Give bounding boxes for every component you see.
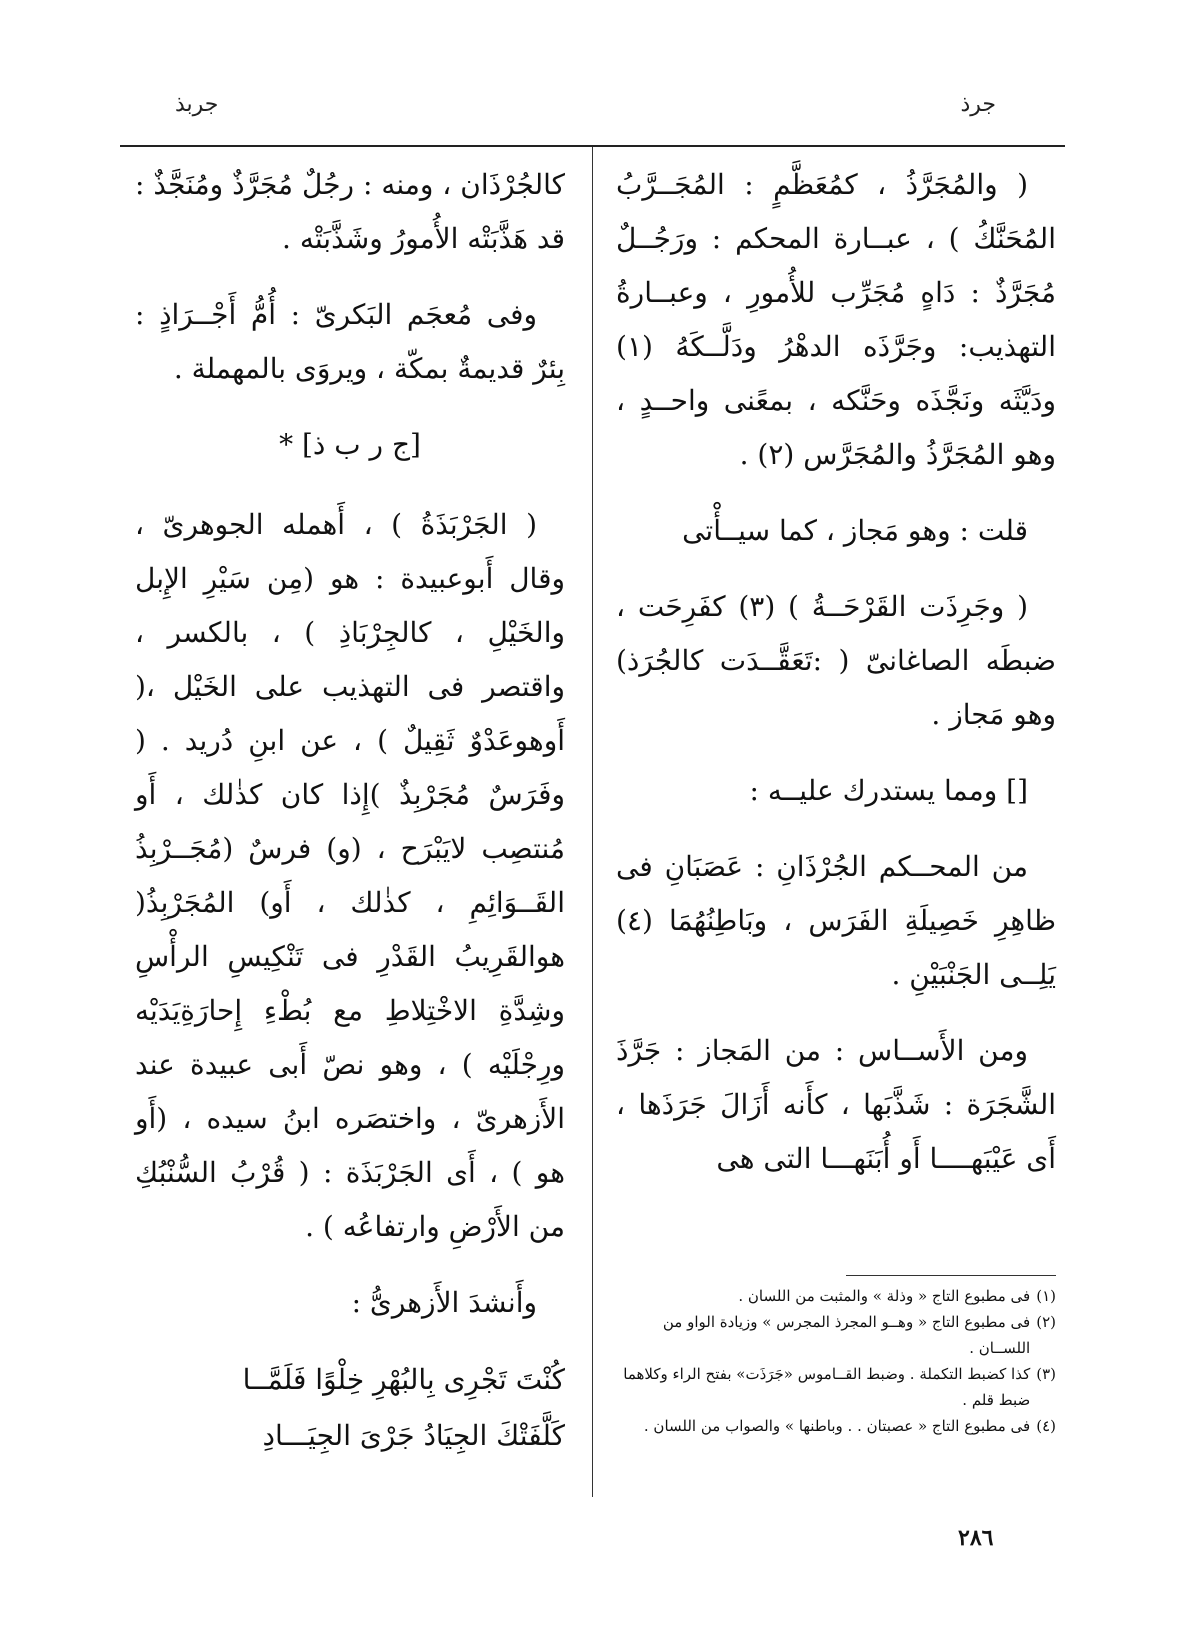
paragraph: ( الجَرْبَذَةُ ) ، أَهمله الجوهرىّ ، وقال أَبوعبيدة : هو (مِن سَيْرِ الإِبل والخَيْلِ ، كالجِرْبَاذِ ) ، بالكسر ، واقتصر فى التهذيب على الخَيْل ،( أَوهوعَدْوٌ ثَقِيلٌ ) ، عن ابنِ دُريد . ( وفَرَسٌ مُجَرْبِذٌ )إِذا كان كذٰلك ، أَو مُنتصِب لايَبْرَح ، (و) فرسٌ (مُجَــرْبِذُ القَــوَائِمِ ، كذٰلك ، أَو) المُجَرْبِذُ( هوالقَرِيبُ القَدْرِ فى تَنْكِيسِ الرأْسِ وشِدَّةِ الاخْتِلاطِ مع بُطْءِ إِحارَةِيَدَيْه ورِجْلَيْه ) ، وهو نصّ أَبى عبيدة عند الأَزهرىّ ، واختصَره ابنُ سيده ، (أَو هو ) ، أَى الجَرْبَذَة : ( قُرْبُ السُّنْبُكِ من الأَرْضِ وارتفاعُه ) . [135, 508, 565, 1243]
paragraph: ( والمُجَرَّذُ ، كمُعَظَّمٍ : المُجَــرَّبُ المُحَنَّكُ ) ، عبــارة المحكم : ورَجُــلٌ مُجَرَّذٌ : دَاهٍ مُجَرِّب للأُمورِ ، وعبــارةُ التهذيب: وجَرَّذَه الدهْرُ ودَلَّــكَهُ (١) ودَيَّثَه ونَجَّذَه وحَنَّكه ، بمعًنى واحــدٍ ، وهو المُجَرَّذُ والمُجَرَّس (٢) . [616, 168, 1056, 471]
column-divider [592, 147, 593, 1497]
running-head-right: جرذ [960, 92, 996, 117]
footnote-text: فى مطبوع التاج « وهــو المجرذ المجرس » وزيادة الواو من اللســان . [662, 1313, 1031, 1357]
footnote-number: (١) [1036, 1287, 1056, 1305]
footnote-text: كذا كضبط التكملة . وضبط القــاموس «جَرَذَت» بفتح الراء وكلاهما ضبط قلم . [623, 1365, 1031, 1409]
page-number: ٢٨٦ [958, 1525, 994, 1551]
left-column [135, 158, 565, 1464]
running-head-left: جربذ [175, 92, 219, 117]
right-column [616, 158, 1056, 1208]
paragraph: [] ومما يستدرك عليــه : [749, 774, 1028, 807]
paragraph: وفى مُعجَم البَكرىّ : أُمُّ أَجْــرَاذٍ : بِئرٌ قديمةٌ بمكّة ، ويروَى بالمهملة . [135, 298, 565, 385]
footnote-text: فى مطبوع التاج « عصبتان . . وباطنها » والصواب من اللسان . [643, 1417, 1031, 1435]
footnotes [616, 1283, 1056, 1439]
footnote-number: (٣) [1036, 1365, 1056, 1383]
poetry-verse [135, 1352, 565, 1464]
footnote-number: (٤) [1036, 1417, 1056, 1435]
verse-hemistich-1: كُنْتَ تَجْرِى بِالبُهْرِ خِلْوًا فَلَمَّــا [242, 1363, 565, 1396]
paragraph: قلت : وهو مَجاز ، كما سيــأْتى [682, 514, 1028, 547]
footnote [616, 1309, 1056, 1361]
entry-heading: [ج ر ب ذ] * [279, 428, 421, 461]
footnote [616, 1283, 1056, 1309]
footnote-text: فى مطبوع التاج « وذلة » والمثبت من اللسان . [738, 1287, 1031, 1305]
paragraph: ( وجَرِذَت القَرْحَــةُ ) (٣) كفَرِحَت ، ضبطَه الصاغانىّ ( :تَعَقَّــدَت كالجُرَذ) وهو مَجاز . [616, 590, 1056, 731]
paragraph: من المحــكم الجُرْذَانِ : عَصَبَانِ فى ظاهِرِ خَصِيلَةِ الفَرَس ، وبَاطِنُهُمَا (٤) يَلِــى الجَنْبَيْنِ . [616, 850, 1056, 991]
footnote-rule [846, 1275, 1056, 1276]
paragraph: كالجُرْذَان ، ومنه : رجُلٌ مُجَرَّذٌ ومُنَجَّذٌ : قد هَذَّبَتْه الأُمورُ وشَذَّبَتْه . [135, 168, 565, 255]
footnote-number: (٢) [1036, 1313, 1056, 1331]
paragraph: وأَنشدَ الأَزهرىُّ : [351, 1286, 537, 1319]
footnote [616, 1413, 1056, 1439]
verse-hemistich-2: كَلَّفَتْكَ الجِيَادُ جَرْىَ الجِيَـــادِ [262, 1419, 565, 1452]
paragraph: ومن الأَســاس : من المَجاز : جَرَّذَ الشَّجَرَة : شَذَّبَها ، كأَنه أَزَالَ جَرَذَها ، أَى عَيْبَهــــا أَو أُبَنَهـــا التى هى [616, 1034, 1056, 1175]
footnote [616, 1361, 1056, 1413]
